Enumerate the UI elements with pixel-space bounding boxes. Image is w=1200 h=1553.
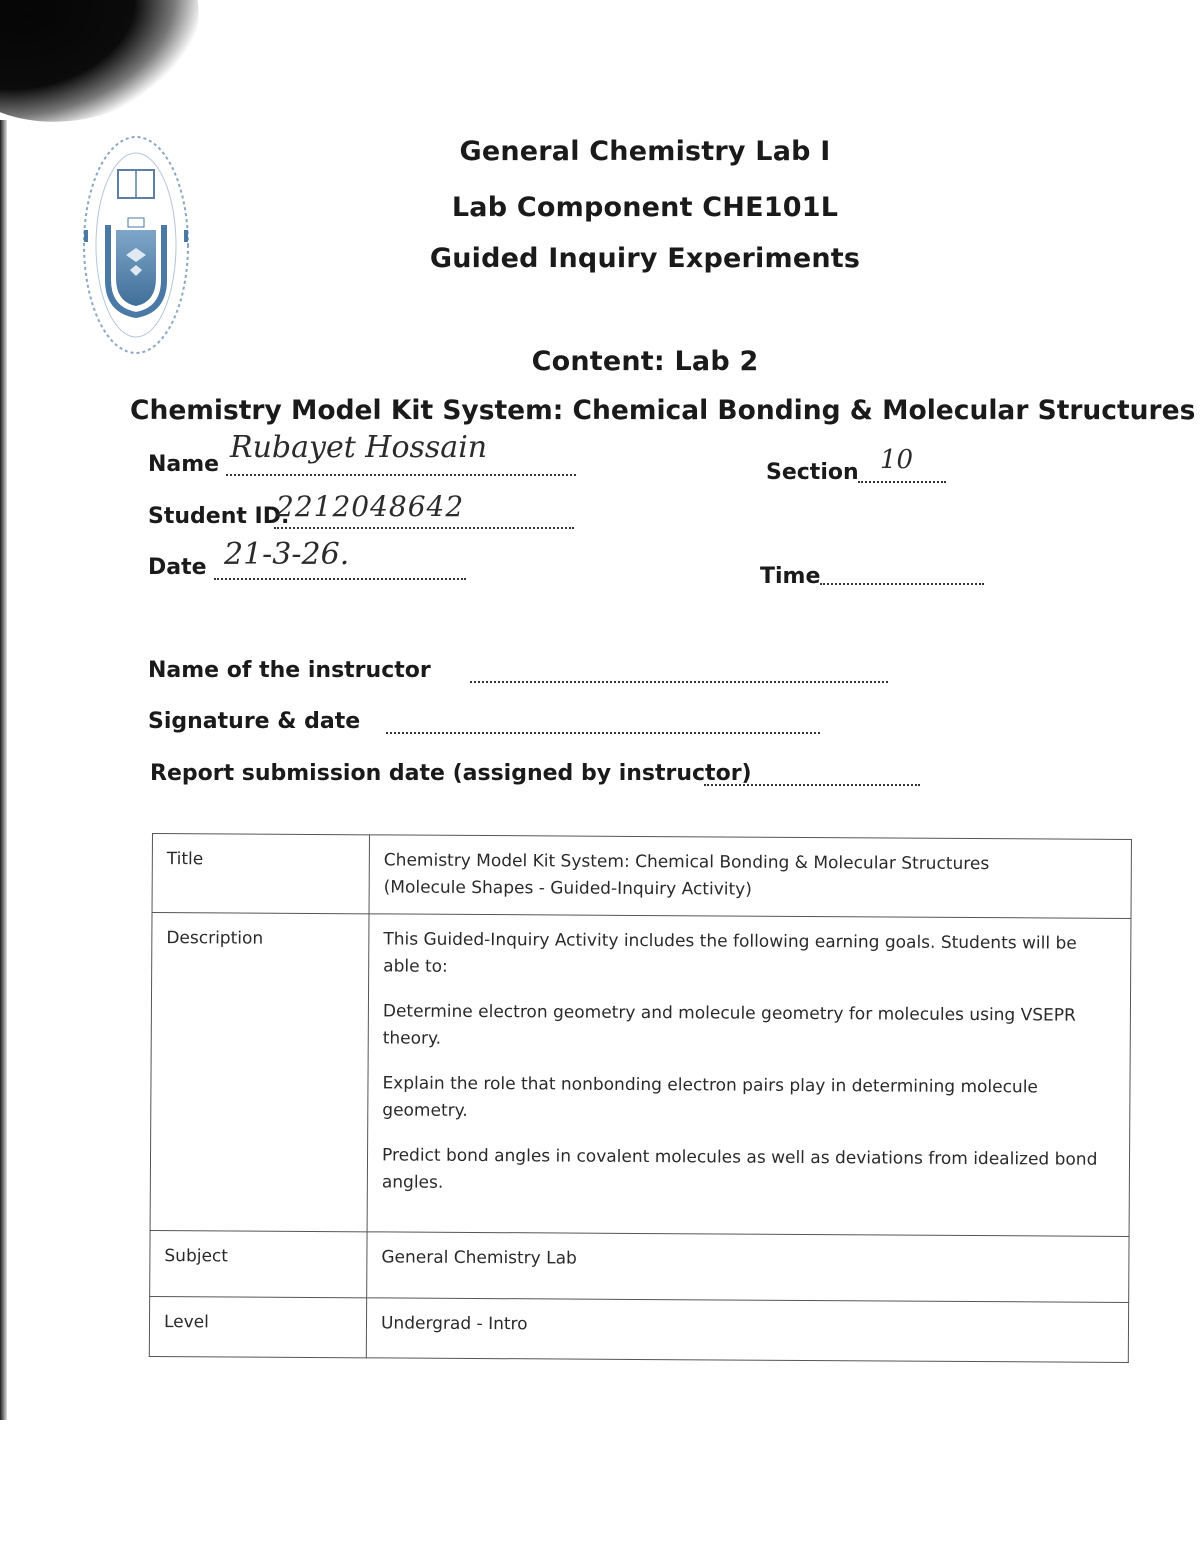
learning-goal-2: Explain the role that nonbonding electron pairs play in determining molecule geometry. [382, 1073, 1038, 1121]
signature-line [386, 732, 820, 734]
row-label-level: Level [149, 1296, 366, 1357]
section-label: Section [766, 460, 859, 485]
time-label: Time [760, 564, 821, 589]
table-row-title [152, 834, 1131, 919]
description-intro: This Guided-Inquiry Activity includes the following earning goals. Students will be able to: [383, 929, 1077, 977]
table-row-description [150, 913, 1131, 1237]
course-name-heading: General Chemistry Lab I [459, 136, 831, 167]
content-label-heading: Content: Lab 2 [531, 346, 759, 377]
student-id-label: Student ID. [148, 504, 290, 529]
name-line [226, 474, 576, 476]
row-value-description [367, 914, 1131, 1237]
title-line-2: (Molecule Shapes - Guided-Inquiry Activity) [383, 877, 752, 900]
row-value-level: Undergrad - Intro [366, 1298, 1128, 1363]
row-value-subject: General Chemistry Lab [367, 1232, 1129, 1303]
course-code-heading: Lab Component CHE101L [451, 192, 839, 223]
lab-info-table [149, 833, 1132, 1363]
document-title: Chemistry Model Kit System: Chemical Bonding & Molecular Structures [130, 395, 1196, 426]
student-id-value: 2212048642 [276, 490, 465, 523]
scan-edge [0, 120, 7, 1420]
submission-date-label: Report submission date (assigned by instructor) [150, 761, 752, 786]
instructor-label: Name of the instructor [148, 658, 431, 683]
row-label-description: Description [150, 913, 369, 1232]
learning-goal-1: Determine electron geometry and molecule geometry for molecules using VSEPR theory. [382, 1001, 1076, 1049]
date-line [214, 578, 466, 580]
section-value: 10 [880, 445, 914, 475]
instructor-line [470, 681, 888, 683]
row-label-subject: Subject [150, 1230, 367, 1297]
row-label-title: Title [152, 834, 369, 914]
row-value-title [369, 835, 1131, 919]
experiment-type-heading: Guided Inquiry Experiments [429, 243, 861, 274]
name-value: Rubayet Hossain [230, 430, 488, 465]
date-label: Date [148, 555, 207, 580]
name-label: Name [148, 452, 220, 477]
title-line-1: Chemistry Model Kit System: Chemical Bonding & Molecular Structures [383, 850, 990, 875]
date-value: 21-3-26. [224, 537, 350, 572]
scan-shadow [0, 0, 217, 145]
learning-goal-3: Predict bond angles in covalent molecules as well as deviations from idealized bond angles. [381, 1145, 1098, 1193]
time-line [820, 583, 984, 585]
table-row-level [149, 1296, 1128, 1362]
submission-date-line [704, 784, 920, 786]
student-id-line [274, 527, 574, 529]
section-line [858, 481, 946, 483]
signature-label: Signature & date [148, 709, 361, 734]
table-row-subject [150, 1230, 1129, 1302]
